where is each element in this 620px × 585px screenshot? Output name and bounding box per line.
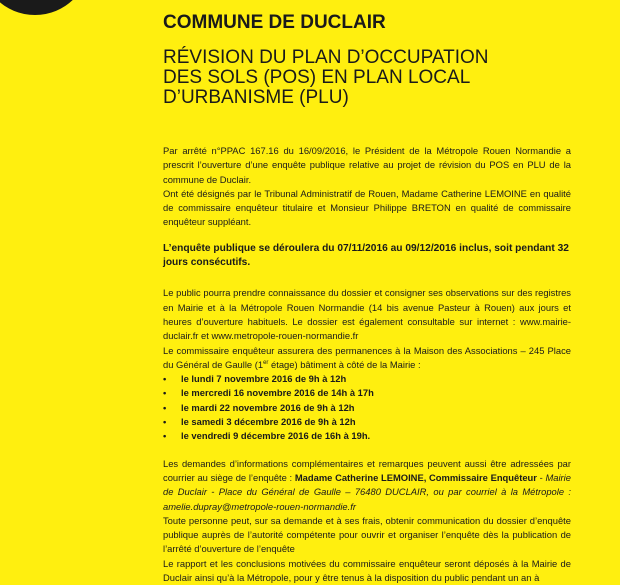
report-paragraph: Le rapport et les conclusions motivées du commissaire enquêteur seront déposés à la Mairie de Duclair ainsi qu’à la Métropole, pour y être tenus à la disposition du public pendant un an à bbox=[163, 557, 571, 584]
permanence-item: • le lundi 7 novembre 2016 de 9h à 12h bbox=[163, 372, 571, 386]
intro-paragraph-2: Ont été désignés par le Tribunal Administratif de Rouen, Madame Catherine LEMOINE en qualité de commissaire enquêteur titulaire et Monsieur Philippe BRETON en qualité de commissaire enquêteur suppléant. bbox=[163, 187, 571, 228]
commune-title: COMMUNE DE DUCLAIR bbox=[163, 12, 386, 33]
permanence-item: • le mardi 22 novembre 2016 de 9h à 12h bbox=[163, 401, 571, 415]
requests-text-a: Les demandes d’informations complémentaires et remarques peuvent aussi être adressées par courrier au siège de l’enquête : bbox=[163, 457, 571, 483]
requests-text-b: - bbox=[536, 471, 546, 483]
subtitle-line-3: D’URBANISME (PLU) bbox=[163, 87, 349, 108]
permanence-item: • le samedi 3 décembre 2016 de 9h à 12h bbox=[163, 415, 571, 429]
corner-decoration bbox=[0, 0, 90, 15]
permanences-intro-a: Le commissaire enquêteur assurera des permanences à la Maison des Associations – 245 Place du Général de Gaulle (1 bbox=[163, 344, 571, 370]
permanence-item: • le mercredi 16 novembre 2016 de 14h à 17h bbox=[163, 386, 571, 400]
permanences-intro-b: étage) bâtiment à côté de la Mairie : bbox=[268, 358, 421, 370]
communication-paragraph: Toute personne peut, sur sa demande et à ses frais, obtenir communication du dossier d’enquête publique auprès de l’autorité compétente pour ouvrir et organiser l’enquête dès la publication de l’arrêté d’ouverture de l’enquête bbox=[163, 514, 571, 555]
permanences-list bbox=[163, 372, 571, 443]
intro-paragraph-1: Par arrêté n°PPAC 167.16 du 16/09/2016, le Président de la Métropole Rouen Normandie a prescrit l’ouverture d’une enquête publique relative au projet de révision du POS en PLU de la commune de Duclair. bbox=[163, 145, 571, 185]
consultation-section bbox=[163, 286, 571, 443]
commissioner-name: Madame Catherine LEMOINE, Commissaire Enquêteur bbox=[294, 471, 537, 483]
permanences-intro bbox=[163, 344, 571, 373]
subtitle-line-1: RÉVISION DU PLAN D’OCCUPATION bbox=[163, 47, 489, 68]
permanence-item: • le vendredi 9 décembre 2016 de 16h à 19h. bbox=[163, 429, 571, 443]
consultation-paragraph: Le public pourra prendre connaissance du dossier et consigner ses observations sur des registres en Mairie et à la Métropole Rouen Normandie (14 bis avenue Pasteur à Rouen) aux jours et heures d’ouverture habituels. Le dossier est également consultable sur internet : www.mairie-duclair.fr et www.metropole-rouen-normandie.fr bbox=[163, 287, 571, 342]
permanences-intro-sup: er bbox=[263, 359, 269, 366]
enquiry-dates-paragraph: L’enquête publique se déroulera du 07/11/2016 au 09/12/2016 inclus, soit pendant 32 jours consécutifs. bbox=[163, 242, 569, 269]
revision-subtitle bbox=[163, 48, 571, 108]
notice-page bbox=[163, 12, 571, 585]
intro-section bbox=[163, 144, 571, 230]
subtitle-line-2: DES SOLS (POS) EN PLAN LOCAL bbox=[163, 67, 471, 88]
requests-address: Mairie de Duclair - Place du Général de Gaulle – 76480 DUCLAIR, ou par courriel à la Métropole : amelie.dupray@metropole-rouen-normandie.fr bbox=[163, 471, 571, 512]
requests-paragraph bbox=[163, 457, 571, 514]
requests-section bbox=[163, 457, 571, 585]
